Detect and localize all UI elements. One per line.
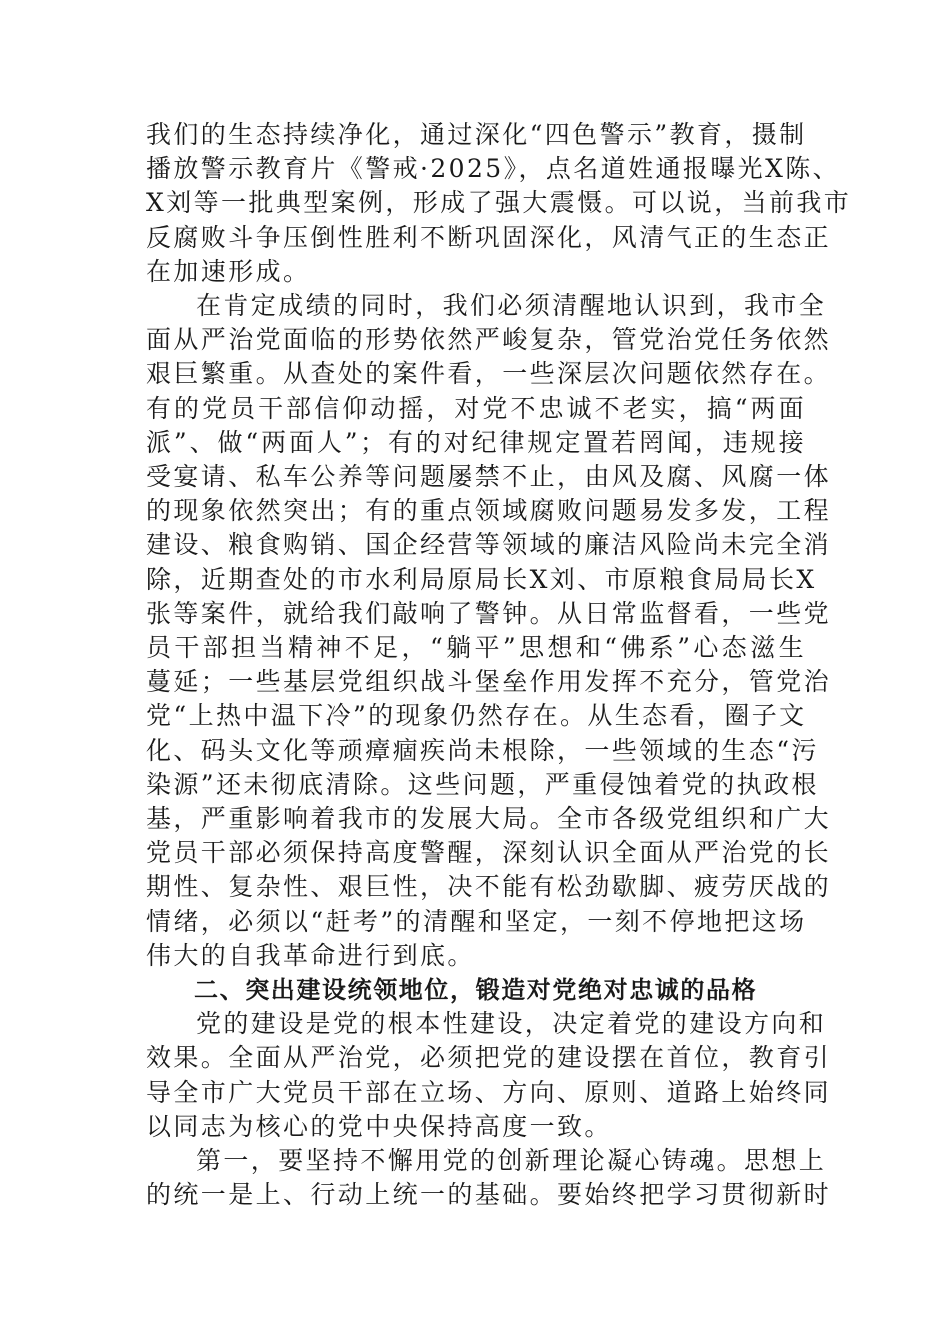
body-text-before-heading — [146, 118, 852, 973]
text-line: 伟大的自我革命进行到底。 — [146, 940, 475, 970]
text-line: 面从严治党面临的形势依然严峻复杂，管党治党任务依然 — [146, 325, 832, 355]
text-line: X刘等一批典型案例，形成了强大震慑。可以说，当前我市 — [146, 188, 852, 218]
text-line: 除，近期查处的市水利局原局长X刘、市原粮食局局长X — [146, 564, 817, 594]
text-line: 在加速形成。 — [146, 256, 311, 286]
text-line: 的统一是上、行动上统一的基础。要始终把学习贯彻新时 — [146, 1180, 832, 1210]
paragraph-p3 — [146, 1007, 832, 1144]
text-line: 党的建设是党的根本性建设，决定着党的建设方向和 — [196, 1009, 827, 1039]
text-line: 以同志为核心的党中央保持高度一致。 — [146, 1111, 612, 1141]
text-line: 情绪，必须以“赶考”的清醒和坚定，一刻不停地把这场 — [146, 906, 807, 936]
text-line: 员干部担当精神不足，“躺平”思想和“佛系”心态滋生 — [146, 633, 806, 663]
text-line: 期性、复杂性、艰巨性，决不能有松劲歇脚、疲劳厌战的 — [146, 872, 832, 902]
text-line: 反腐败斗争压倒性胜利不断巩固深化，风清气正的生态正 — [146, 222, 832, 252]
text-line: 在肯定成绩的同时，我们必须清醒地认识到，我市全 — [196, 291, 827, 321]
text-line: 我们的生态持续净化，通过深化“四色警示”教育，摄制 — [146, 120, 807, 149]
text-line: 派”、做“两面人”；有的对纪律规定置若罔闻，违规接 — [146, 427, 806, 457]
text-line: 张等案件，就给我们敲响了警钟。从日常监督看，一些党 — [146, 598, 832, 628]
text-line: 导全市广大党员干部在立场、方向、原则、道路上始终同 — [146, 1077, 832, 1107]
text-line: 第一，要坚持不懈用党的创新理论凝心铸魂。思想上 — [196, 1146, 827, 1176]
paragraph-p2 — [146, 289, 832, 973]
text-line: 有的党员干部信仰动摇，对党不忠诚不老实，搞“两面 — [146, 393, 806, 423]
text-line: 建设、粮食购销、国企经营等领域的廉洁风险尚未完全消 — [146, 530, 832, 560]
body-text-after-heading — [146, 1007, 832, 1212]
text-line: 染源”还未彻底清除。这些问题，严重侵蚀着党的执政根 — [146, 769, 819, 799]
text-line: 受宴请、私车公养等问题屡禁不止，由风及腐、风腐一体 — [146, 462, 832, 492]
text-line: 的现象依然突出；有的重点领域腐败问题易发多发，工程 — [146, 496, 832, 526]
paragraph-p1 — [146, 118, 852, 289]
text-line: 党员干部必须保持高度警醒，深刻认识全面从严治党的长 — [146, 838, 832, 868]
paragraph-p4 — [146, 1144, 832, 1212]
document-page — [146, 118, 852, 1213]
text-line: 效果。全面从严治党，必须把党的建设摆在首位，教育引 — [146, 1043, 832, 1073]
text-line: 播放警示教育片《警戒·2025》，点名道姓通报曝光X陈、 — [146, 154, 841, 184]
text-line: 基，严重影响着我市的发展大局。全市各级党组织和广大 — [146, 804, 832, 834]
text-line: 化、码头文化等顽瘴痼疾尚未根除，一些领域的生态“污 — [146, 735, 819, 765]
text-line: 党“上热中温下冷”的现象仍然存在。从生态看，圈子文 — [146, 701, 807, 731]
text-line: 蔓延；一些基层党组织战斗堡垒作用发挥不充分，管党治 — [146, 667, 832, 697]
section-heading: 二、突出建设统领地位，锻造对党绝对忠诚的品格 — [194, 976, 758, 1005]
text-line: 艰巨繁重。从查处的案件看，一些深层次问题依然存在。 — [146, 359, 832, 389]
